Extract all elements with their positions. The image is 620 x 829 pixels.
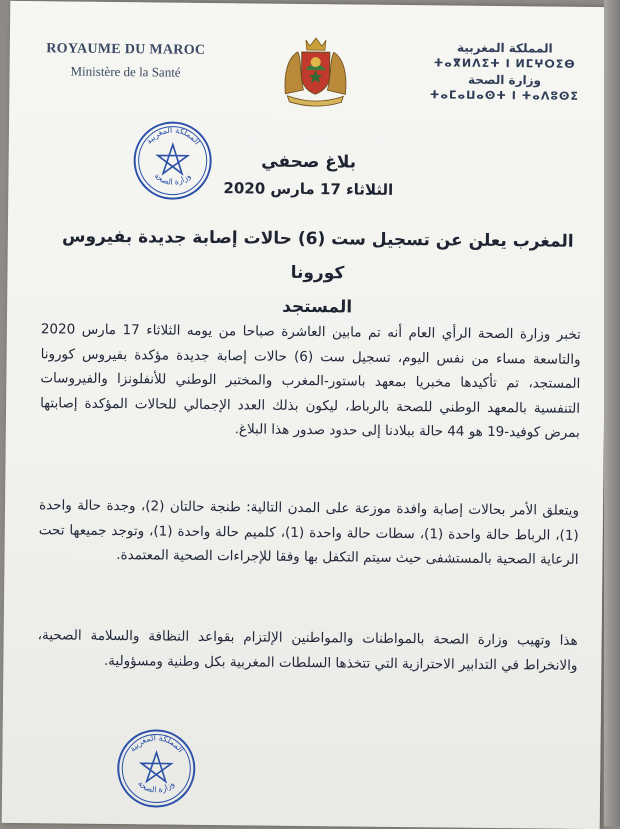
ministry-name-tifinagh: ⵜⴰⵎⴰⵡⴰⵙⵜ ⵏ ⵜⴰⴷⵓⵙⵉ <box>429 88 579 103</box>
svg-text:المملكة المغربية: المملكة المغربية <box>127 733 186 755</box>
coat-of-arms-icon <box>277 34 354 109</box>
headline <box>47 219 588 327</box>
svg-text:وزارة الصحة: وزارة الصحة <box>152 171 193 187</box>
paragraph-3: هذا وتهيب وزارة الصحة بالمواطنات والمواطنين الإلتزام بقواعد النظافة والسلامة الصحية، والانخراط في التدابير الاحترازية التي تتخذها السلطات المغربية بكل وطنية ومسؤولية. <box>37 627 578 674</box>
kingdom-name-ar: المملكة المغربية <box>456 40 553 56</box>
ministry-name-ar: وزارة الصحة <box>467 72 542 88</box>
document-date: الثلاثاء 17 مارس 2020 <box>223 179 394 199</box>
kingdom-name-tifinagh: ⵜⴰⴳⵍⴷⵉⵜ ⵏ ⵍⵎⵖⵔⵉⴱ <box>433 56 576 71</box>
ministry-name-fr: Ministère de la Santé <box>70 63 181 80</box>
paragraph-1: تخبر وزارة الصحة الرأي العام أنه تم مابين العاشرة صباحا من يومه الثلاثاء 17 مارس 2020 والتاسعة مساء من نفس اليوم، تسجيل ست (6) حالات إصابة جديدة مؤكدة بفيروس كورونا المستجد، تم تأكيدها مخبريا بمعهد باستور-المغرب والمختبر الوطني للأنفلونزا والفيروسات التنفسية بالمعهد الوطني للصحة بالرباط، ليكون بذلك العدد الإجمالي للحالات المؤكدة إصابتها بمرض كوفيد-19 هو 44 حالة ببلادنا إلى حدود صدور هذا البلاغ. <box>40 321 581 441</box>
document-title: بلاغ صحفي <box>261 151 357 173</box>
arabic-header <box>429 39 580 105</box>
svg-text:المملكة المغربية: المملكة المغربية <box>144 125 202 147</box>
headline-line-1: المغرب يعلن عن تسجيل ست (6) حالات إصابة جديدة بفيروس كورونا <box>61 226 574 284</box>
document-page <box>2 1 609 829</box>
french-header <box>36 41 216 81</box>
kingdom-name-fr: ROYAUME DU MAROC <box>46 41 206 58</box>
svg-text:وزارة الصحة: وزارة الصحة <box>136 778 177 795</box>
paragraph-2: ويتعلق الأمر بحالات إصابة وافدة موزعة على المدن التالية: طنجة حالتان (2)، وجدة حالة واحدة (1)، الرباط حالة واحدة (1)، سطات حالة واحدة (1)، كلميم حالة واحدة (1)، وتوجد جميعها تحت الرعاية الصحية بالمستشفى حيث سيتم التكفل بها وفقا للإجراءات الصحية المعتمدة. <box>38 497 580 568</box>
page-edge-shadow <box>604 0 620 826</box>
headline-line-2: المستجد <box>282 296 353 318</box>
ministry-stamp-icon <box>114 726 199 811</box>
